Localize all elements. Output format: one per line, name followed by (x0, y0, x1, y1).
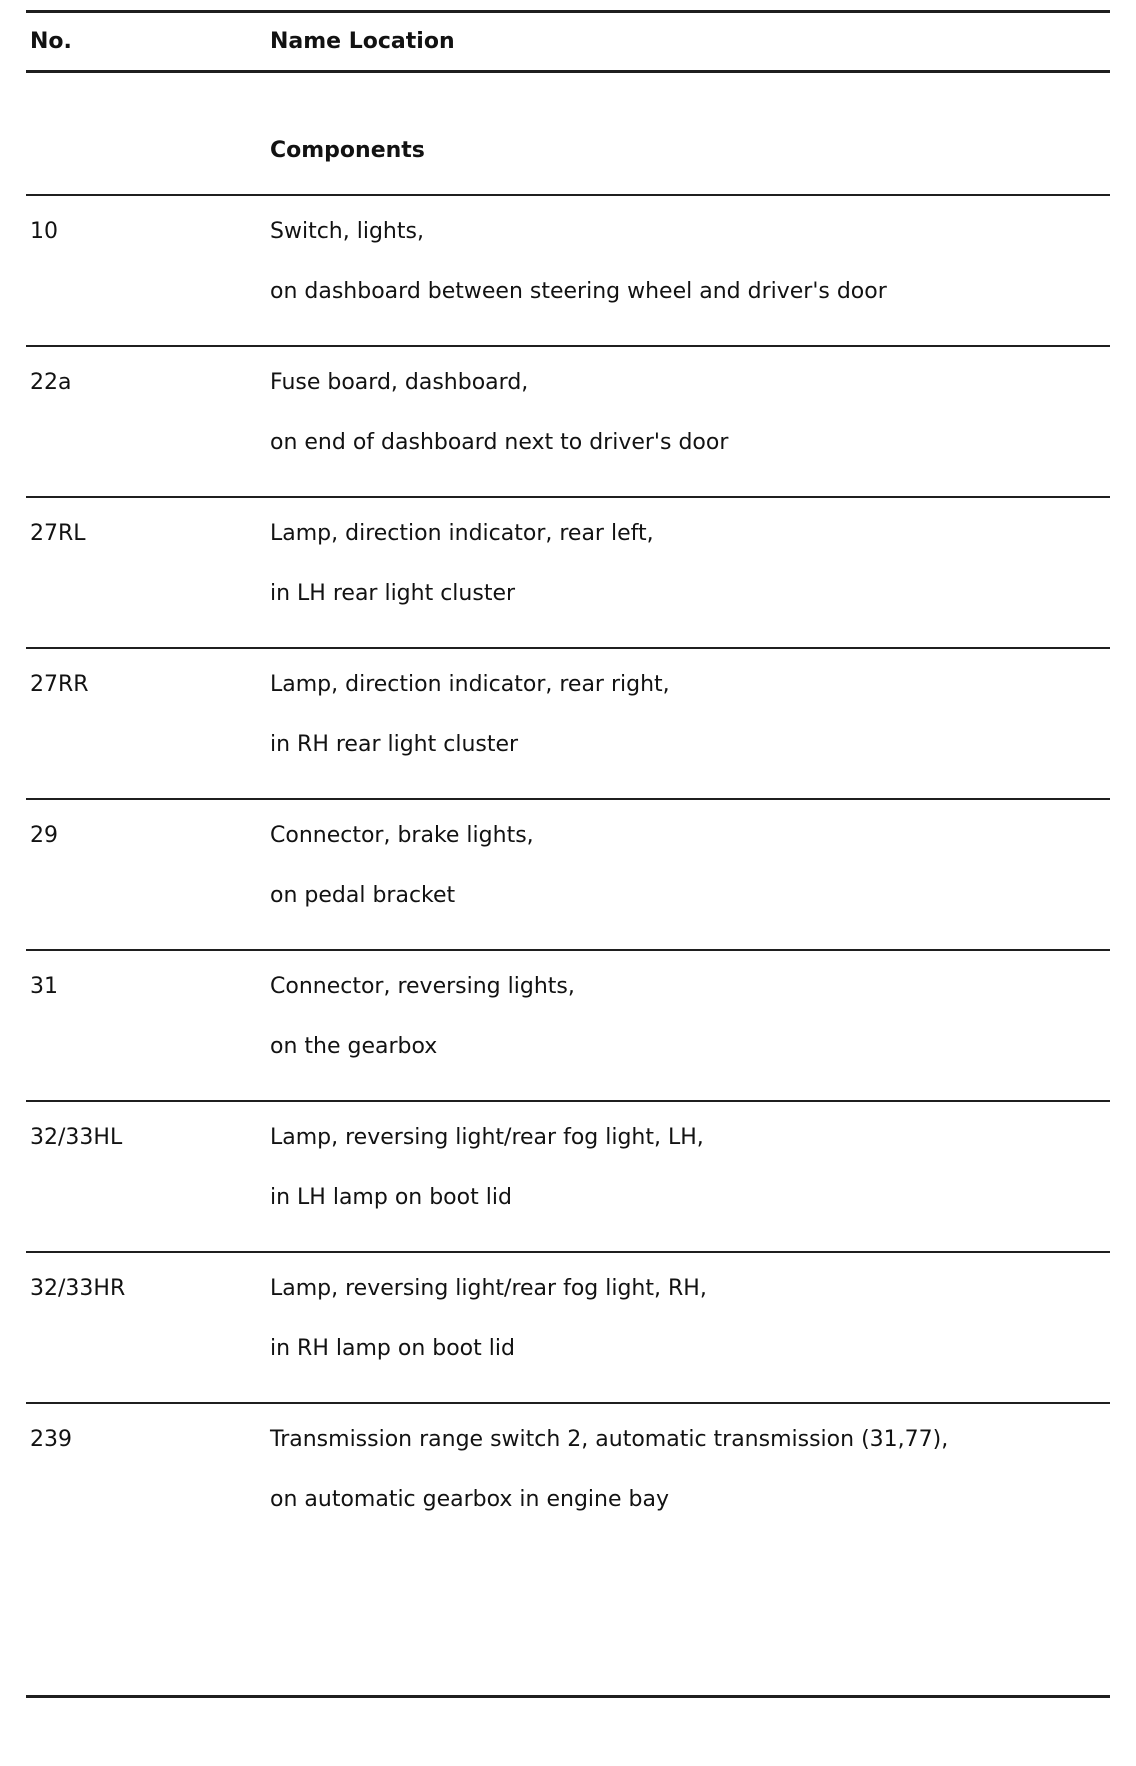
row-location: on pedal bracket (270, 882, 456, 908)
row-description (270, 671, 970, 758)
row-name: Lamp, reversing light/rear fog light, RH, (270, 1276, 707, 1301)
header-name-location: Name Location (270, 29, 455, 54)
table-row (26, 800, 1110, 951)
header-rule (26, 70, 1110, 73)
row-name: Connector, brake lights, (270, 823, 534, 848)
row-location: on end of dashboard next to driver's door (270, 429, 729, 455)
components-rows (26, 194, 1110, 1698)
row-name: Transmission range switch 2, automatic transmission (31,77), (270, 1427, 949, 1452)
table-row (26, 951, 1110, 1102)
table-row (26, 1253, 1110, 1404)
row-no: 32/33HL (30, 1125, 123, 1150)
table-header (26, 13, 1110, 70)
row-location: in LH lamp on boot lid (270, 1184, 512, 1210)
row-location: on the gearbox (270, 1033, 438, 1059)
row-no: 22a (30, 370, 72, 395)
row-no: 239 (30, 1427, 72, 1452)
table-row (26, 347, 1110, 498)
row-no: 10 (30, 219, 58, 244)
row-description (270, 822, 970, 909)
row-description (270, 1275, 970, 1362)
row-no: 32/33HR (30, 1276, 126, 1301)
table-row (26, 649, 1110, 800)
row-no: 27RL (30, 521, 86, 546)
row-description (270, 520, 970, 607)
row-no: 31 (30, 974, 58, 999)
row-no: 29 (30, 823, 58, 848)
row-name: Fuse board, dashboard, (270, 370, 529, 395)
row-location: on automatic gearbox in engine bay (270, 1486, 669, 1512)
table-row (26, 498, 1110, 649)
row-name: Switch, lights, (270, 219, 424, 244)
row-description (270, 1426, 970, 1513)
row-description (270, 369, 970, 456)
row-description (270, 218, 970, 305)
row-name: Connector, reversing lights, (270, 974, 575, 999)
row-description (270, 1124, 970, 1211)
table-row (26, 1404, 1110, 1695)
row-location: on dashboard between steering wheel and driver's door (270, 278, 887, 304)
table-row (26, 196, 1110, 347)
header-no: No. (30, 29, 72, 54)
row-no: 27RR (30, 672, 89, 697)
table-row (26, 1102, 1110, 1253)
row-name: Lamp, reversing light/rear fog light, LH, (270, 1125, 704, 1150)
components-section-title: Components (270, 137, 425, 163)
row-location: in LH rear light cluster (270, 580, 516, 606)
row-description (270, 973, 970, 1060)
row-name: Lamp, direction indicator, rear right, (270, 672, 670, 697)
row-location: in RH lamp on boot lid (270, 1335, 515, 1361)
row-location: in RH rear light cluster (270, 731, 519, 757)
row-name: Lamp, direction indicator, rear left, (270, 521, 654, 546)
